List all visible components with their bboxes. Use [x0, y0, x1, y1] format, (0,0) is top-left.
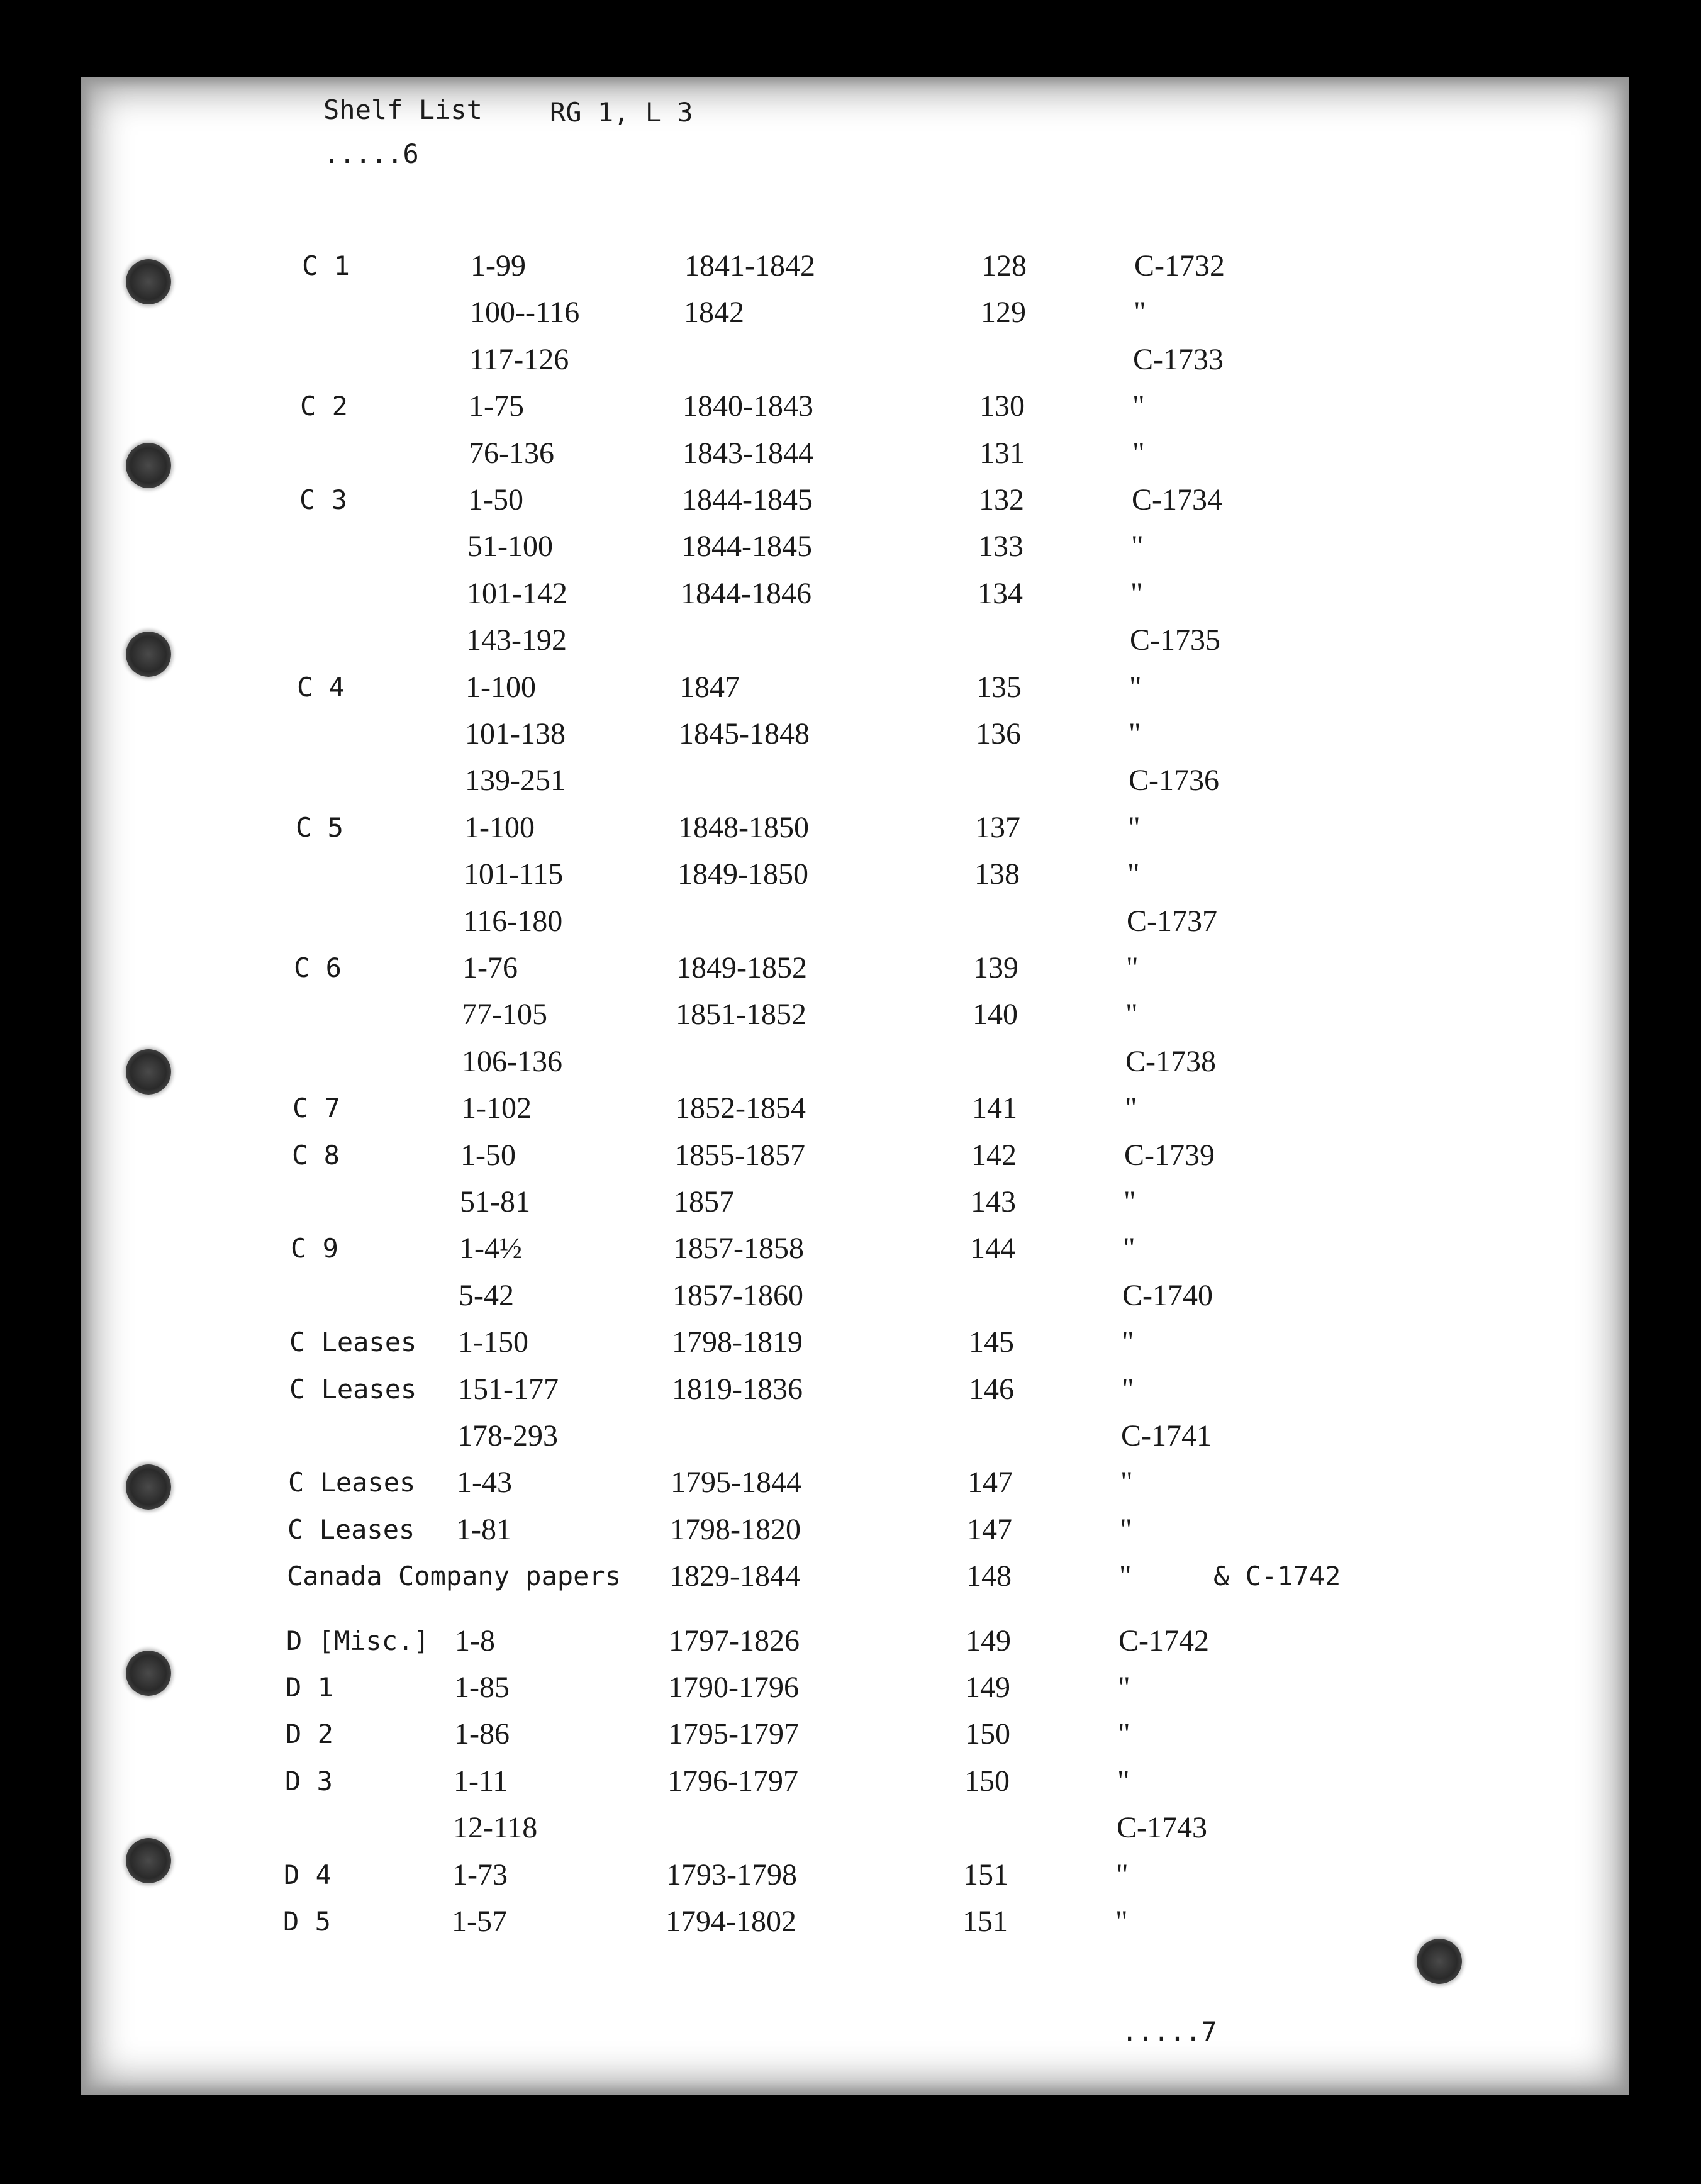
reel-cell: " — [1128, 810, 1141, 844]
dates-cell: 1857-1860 — [672, 1278, 803, 1312]
item-range-cell: 1-50 — [460, 1138, 516, 1172]
volume-cell: 145 — [969, 1325, 1014, 1359]
table-row — [79, 383, 1627, 430]
item-range-cell: 1-57 — [452, 1905, 507, 1938]
reel-cell: " — [1122, 1325, 1134, 1359]
volume-cell: 144 — [970, 1232, 1015, 1266]
document-page — [81, 77, 1629, 2095]
table-row — [77, 523, 1626, 570]
volume-cell: 138 — [974, 857, 1020, 891]
dates-cell: 1798-1820 — [670, 1512, 801, 1546]
series-cell: C 8 — [292, 1139, 340, 1171]
item-range-cell: 51-81 — [460, 1185, 530, 1218]
series-cell: C 4 — [297, 671, 345, 703]
dates-cell: 1843-1844 — [683, 436, 813, 470]
reel-cell: " — [1134, 296, 1146, 330]
reel-cell: C-1736 — [1129, 764, 1219, 798]
reel-cell: C-1741 — [1121, 1419, 1212, 1452]
volume-cell: 142 — [971, 1138, 1017, 1172]
series-cell: C 2 — [300, 391, 348, 422]
series-cell: C Leases — [287, 1513, 415, 1545]
reel-cell: C-1732 — [1134, 249, 1225, 282]
table-row — [67, 1459, 1615, 1506]
reel-cell: C-1737 — [1127, 904, 1217, 938]
table-row — [69, 1273, 1617, 1319]
reel-cell: " — [1115, 1905, 1128, 1938]
dates-cell: 1844-1845 — [681, 530, 812, 564]
volume-cell: 147 — [967, 1512, 1012, 1546]
reel-cell: C-1743 — [1117, 1811, 1207, 1845]
series-cell: D 4 — [284, 1859, 332, 1890]
table-row — [64, 1664, 1613, 1711]
dates-cell: 1844-1846 — [681, 576, 811, 610]
item-range-cell: 1-100 — [464, 810, 535, 844]
dates-cell: 1849-1850 — [678, 857, 808, 891]
table-row — [73, 898, 1622, 945]
reel-cell: " — [1127, 857, 1140, 891]
item-range-cell: 1-75 — [469, 389, 524, 423]
volume-cell: 143 — [971, 1185, 1016, 1218]
table-row — [62, 1852, 1611, 1898]
reel-cell: " — [1132, 436, 1145, 470]
dates-cell: 1844-1845 — [682, 483, 813, 516]
table-row — [64, 1758, 1612, 1805]
reel-cell: " — [1123, 1232, 1135, 1266]
dates-cell: 1852-1854 — [675, 1091, 806, 1125]
reel-cell: C-1742 — [1118, 1624, 1209, 1658]
table-row — [70, 1179, 1619, 1225]
series-cell: C 6 — [294, 952, 342, 983]
volume-cell: 149 — [965, 1671, 1010, 1704]
dates-cell: 1857 — [674, 1185, 734, 1218]
dates-cell: 1819-1836 — [672, 1372, 803, 1406]
item-range-cell: 1-102 — [461, 1091, 532, 1125]
series-cell: Canada Company papers — [287, 1561, 622, 1592]
record-group-reference: RG 1, L 3 — [550, 97, 693, 128]
shelf-list-table — [81, 77, 1629, 2095]
item-range-cell: 101-138 — [465, 717, 566, 750]
continuation-marker-bottom: .....7 — [1122, 2016, 1217, 2047]
table-row — [72, 945, 1621, 991]
table-row — [78, 477, 1627, 523]
series-cell: C Leases — [289, 1373, 417, 1405]
item-range-cell: 5-42 — [459, 1278, 514, 1312]
volume-cell: 129 — [981, 296, 1026, 330]
item-range-cell: 1-50 — [468, 483, 523, 516]
item-range-cell: 76-136 — [469, 436, 554, 470]
item-range-cell: 106-136 — [462, 1044, 562, 1078]
volume-cell: 136 — [976, 717, 1021, 750]
dates-cell: 1790-1796 — [668, 1671, 799, 1704]
series-cell: D 3 — [285, 1765, 333, 1797]
dates-cell: 1842 — [684, 296, 744, 330]
series-cell: D 1 — [286, 1672, 333, 1703]
item-range-cell: 1-43 — [457, 1466, 512, 1500]
reel-cell: " — [1122, 1372, 1134, 1406]
table-row — [79, 337, 1628, 383]
volume-cell: 140 — [973, 998, 1018, 1032]
series-cell: C 7 — [293, 1093, 340, 1124]
volume-cell: 139 — [973, 951, 1018, 984]
item-range-cell: 77-105 — [462, 998, 547, 1032]
item-range-cell: 139-251 — [465, 764, 566, 798]
item-range-cell: 1-85 — [454, 1671, 510, 1704]
dates-cell: 1797-1826 — [669, 1624, 800, 1658]
table-row — [66, 1507, 1615, 1553]
series-cell: C Leases — [288, 1467, 416, 1498]
volume-cell: 130 — [979, 389, 1025, 423]
reel-cell: " — [1118, 1671, 1130, 1704]
series-cell: C 9 — [291, 1233, 338, 1264]
volume-cell: 131 — [979, 436, 1025, 470]
dates-cell: 1795-1797 — [668, 1717, 799, 1751]
volume-cell: 150 — [965, 1717, 1010, 1751]
series-cell: D [Misc.] — [286, 1625, 430, 1656]
item-range-cell: 116-180 — [463, 904, 563, 938]
reel-cell: " — [1132, 389, 1145, 423]
table-row — [79, 430, 1627, 477]
table-row — [65, 1618, 1614, 1664]
reel-cell: C-1740 — [1122, 1278, 1213, 1312]
table-row — [63, 1805, 1612, 1851]
reel-cell: " — [1129, 670, 1142, 704]
item-range-cell: 1-8 — [455, 1624, 495, 1658]
table-row — [67, 1413, 1616, 1459]
dates-cell: 1845-1848 — [679, 717, 810, 750]
volume-cell: 128 — [981, 249, 1027, 282]
item-range-cell: 178-293 — [457, 1419, 558, 1452]
dates-cell: 1847 — [679, 670, 740, 704]
item-range-cell: 1-73 — [452, 1858, 508, 1892]
reel-cell: C-1738 — [1125, 1044, 1216, 1078]
dates-cell: 1841-1842 — [684, 249, 815, 282]
reel-cell: " — [1116, 1858, 1129, 1892]
volume-cell: 141 — [972, 1091, 1017, 1125]
dates-cell: 1840-1843 — [683, 389, 813, 423]
volume-cell: 133 — [978, 530, 1023, 564]
table-row — [70, 1132, 1619, 1179]
item-range-cell: 51-100 — [467, 530, 553, 564]
volume-cell: 149 — [966, 1624, 1011, 1658]
item-range-cell: 101-115 — [464, 857, 564, 891]
reel-cell: " — [1130, 576, 1143, 610]
reel-cell: C-1739 — [1124, 1138, 1215, 1172]
table-row — [71, 1085, 1620, 1132]
table-row — [80, 289, 1629, 336]
table-row — [68, 1319, 1617, 1366]
volume-cell: 146 — [969, 1372, 1014, 1406]
series-cell: C Leases — [289, 1327, 417, 1358]
item-range-cell: 1-99 — [471, 249, 526, 282]
volume-cell: 134 — [978, 576, 1023, 610]
dates-cell: 1851-1852 — [676, 998, 806, 1032]
reel-cell: " — [1120, 1512, 1132, 1546]
item-range-cell: 1-86 — [454, 1717, 510, 1751]
table-row — [72, 1039, 1620, 1085]
reel-cell: " — [1125, 998, 1138, 1032]
reel-cell: " — [1120, 1466, 1133, 1500]
item-range-cell: 1-150 — [458, 1325, 528, 1359]
reel-cell: C-1735 — [1130, 623, 1220, 657]
dates-cell: 1848-1850 — [678, 810, 809, 844]
volume-cell: 132 — [979, 483, 1024, 516]
item-range-cell: 101-142 — [467, 576, 567, 610]
reel-cell: " — [1131, 530, 1144, 564]
dates-cell: 1857-1858 — [673, 1232, 804, 1266]
item-range-cell: 12-118 — [453, 1811, 538, 1845]
volume-cell: 147 — [968, 1466, 1013, 1500]
table-row — [69, 1225, 1618, 1272]
volume-cell: 148 — [966, 1559, 1012, 1593]
table-row — [75, 711, 1624, 757]
table-row — [72, 991, 1620, 1038]
dates-cell: 1798-1819 — [672, 1325, 803, 1359]
table-row — [74, 805, 1623, 851]
volume-cell: 150 — [964, 1764, 1010, 1798]
series-cell: D 5 — [283, 1906, 331, 1937]
reel-cell: " — [1124, 1185, 1136, 1218]
table-row — [75, 757, 1624, 804]
volume-cell: 137 — [975, 810, 1020, 844]
item-range-cell: 100--116 — [470, 296, 580, 330]
table-row — [76, 617, 1625, 664]
series-cell: C 5 — [296, 811, 343, 843]
item-range-cell: 117-126 — [469, 342, 569, 376]
dates-cell: 1849-1852 — [676, 951, 807, 984]
reel-cell: " — [1119, 1559, 1132, 1593]
item-range-cell: 143-192 — [466, 623, 567, 657]
reel-cell: " — [1125, 1091, 1137, 1125]
dates-cell: 1829-1844 — [669, 1559, 800, 1593]
table-row — [77, 571, 1626, 617]
reel-cell: " — [1129, 717, 1141, 750]
dates-cell: 1793-1798 — [666, 1858, 797, 1892]
table-row — [64, 1711, 1613, 1758]
reel-cell: C-1733 — [1133, 342, 1224, 376]
page-title: Shelf List — [323, 94, 482, 125]
table-row — [62, 1898, 1610, 1945]
table-row — [74, 851, 1622, 898]
volume-cell: 151 — [963, 1858, 1008, 1892]
extra-note-cell: & C-1742 — [1213, 1561, 1341, 1592]
table-row — [65, 1553, 1614, 1600]
continuation-marker-top: .....6 — [323, 138, 419, 169]
table-row — [68, 1366, 1617, 1413]
volume-cell: 135 — [976, 670, 1022, 704]
volume-cell: 151 — [962, 1905, 1008, 1938]
item-range-cell: 1-76 — [462, 951, 518, 984]
dates-cell: 1794-1802 — [666, 1905, 796, 1938]
item-range-cell: 1-100 — [466, 670, 536, 704]
table-row — [75, 664, 1624, 711]
reel-cell: " — [1117, 1764, 1130, 1798]
table-row — [81, 243, 1629, 289]
item-range-cell: 1-11 — [454, 1764, 508, 1798]
dates-cell: 1855-1857 — [674, 1138, 805, 1172]
dates-cell: 1796-1797 — [667, 1764, 798, 1798]
series-cell: D 2 — [286, 1719, 333, 1750]
dates-cell: 1795-1844 — [671, 1466, 801, 1500]
series-cell: C 3 — [299, 484, 347, 515]
reel-cell: " — [1118, 1717, 1130, 1751]
reel-cell: C-1734 — [1132, 483, 1222, 516]
item-range-cell: 151-177 — [458, 1372, 559, 1406]
item-range-cell: 1-81 — [456, 1512, 511, 1546]
reel-cell: " — [1126, 951, 1139, 984]
item-range-cell: 1-4½ — [459, 1232, 522, 1266]
series-cell: C 1 — [302, 250, 350, 281]
